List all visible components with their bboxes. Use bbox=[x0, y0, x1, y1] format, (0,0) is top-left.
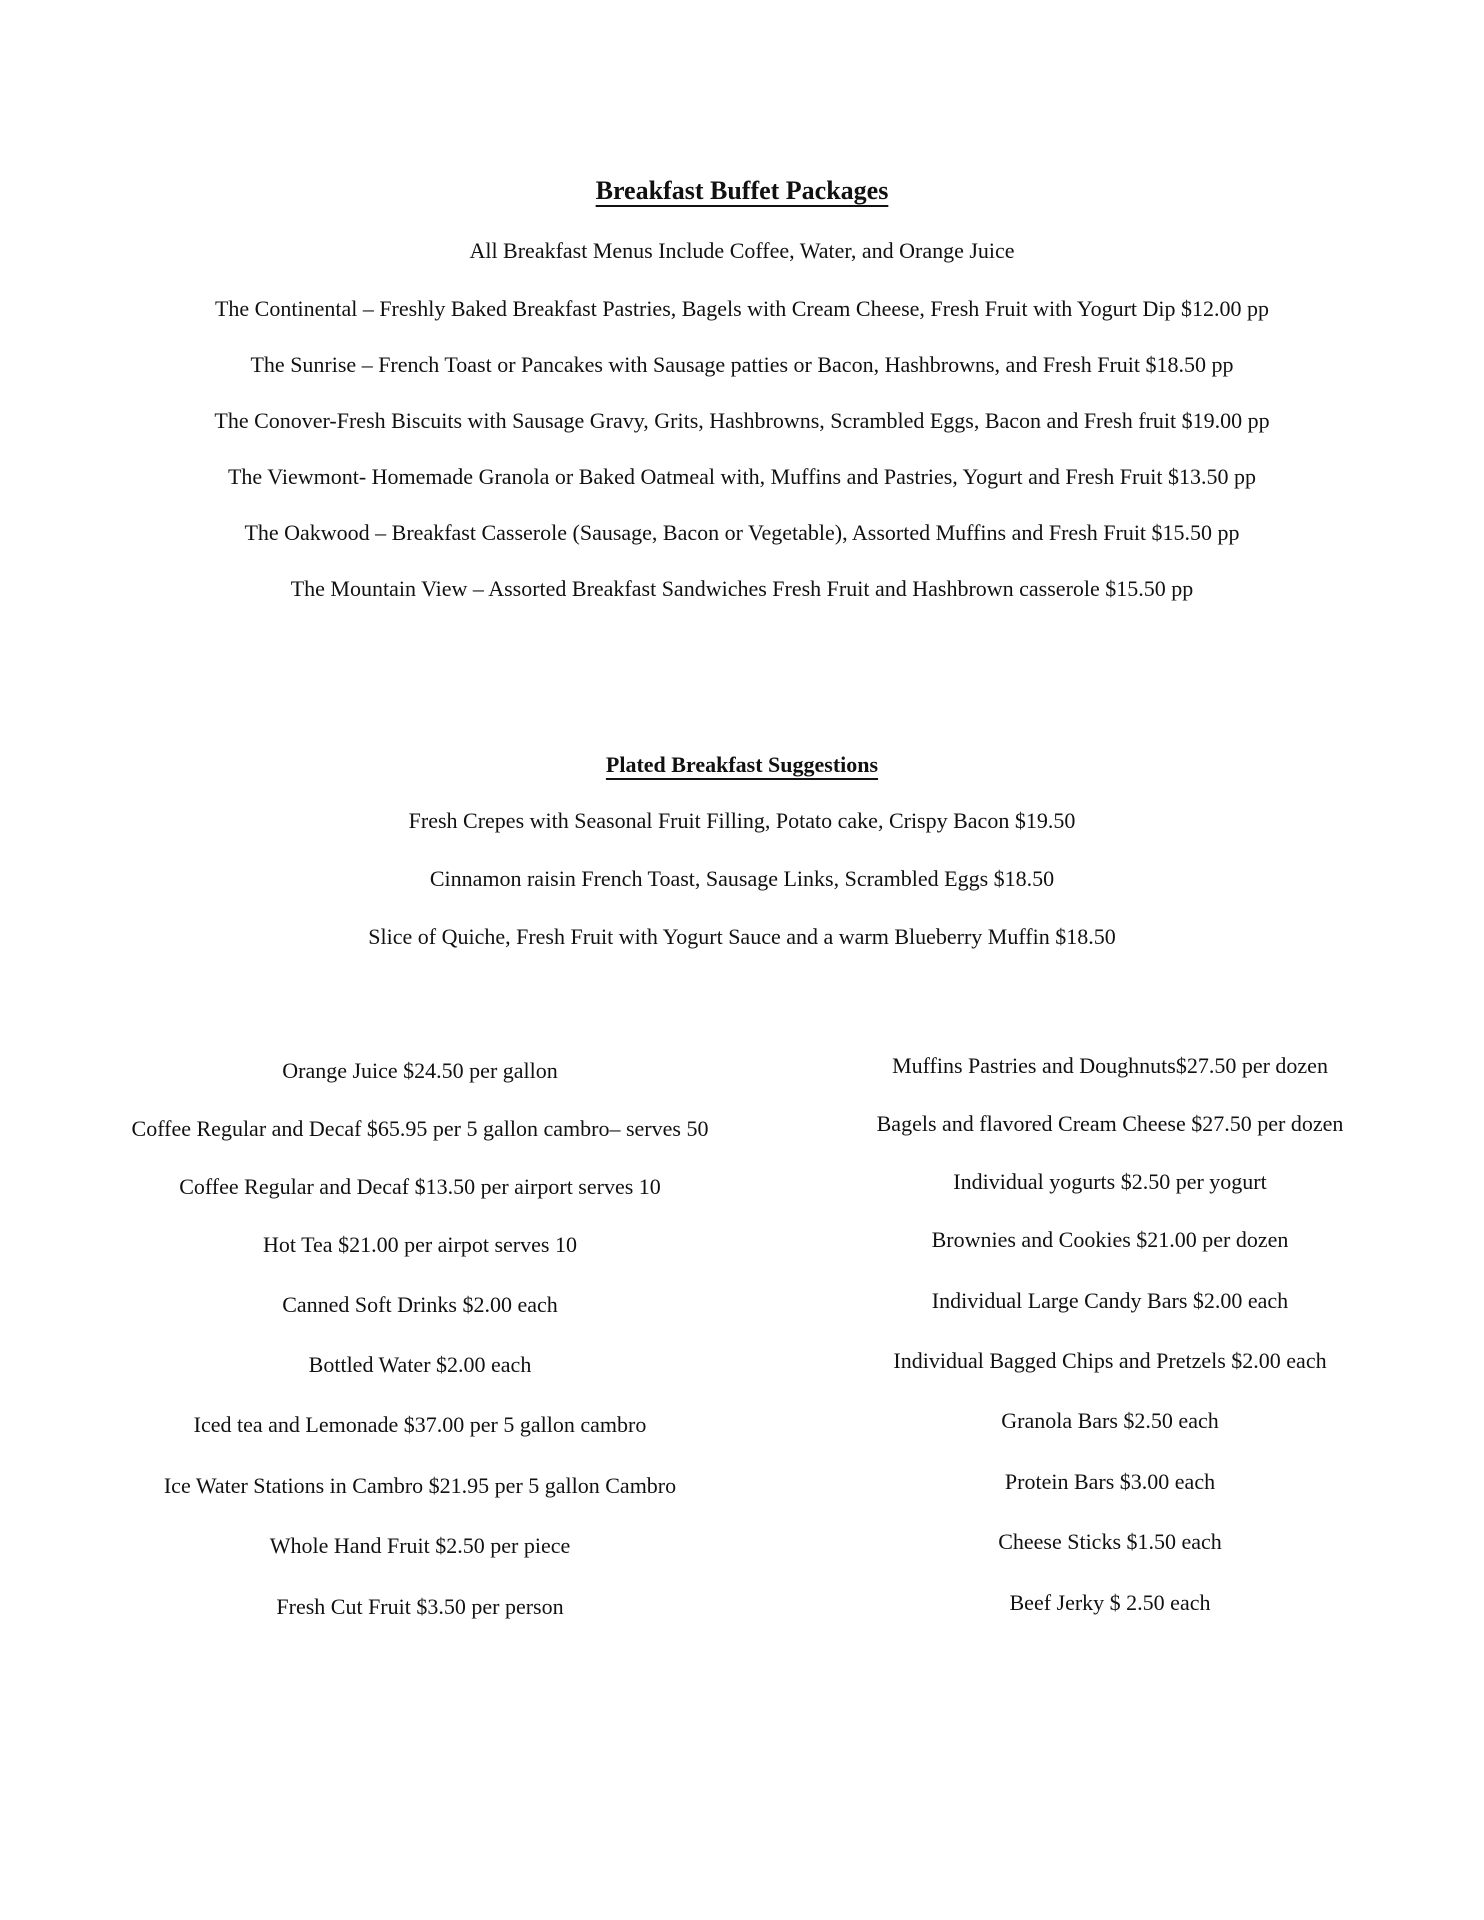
beverage-item: Whole Hand Fruit $2.50 per piece bbox=[269, 1533, 571, 1558]
beverage-item: Canned Soft Drinks $2.00 each bbox=[282, 1292, 558, 1317]
buffet-package: The Oakwood – Breakfast Casserole (Sausage, Bacon or Vegetable), Assorted Muffins and Fresh Fruit $15.50 pp bbox=[244, 520, 1240, 545]
plated-item: Fresh Crepes with Seasonal Fruit Filling, Potato cake, Crispy Bacon $19.50 bbox=[408, 808, 1076, 833]
snack-item: Brownies and Cookies $21.00 per dozen bbox=[931, 1227, 1289, 1252]
plated-item: Slice of Quiche, Fresh Fruit with Yogurt Sauce and a warm Blueberry Muffin $18.50 bbox=[368, 924, 1116, 949]
snack-item: Individual yogurts $2.50 per yogurt bbox=[953, 1169, 1267, 1194]
snack-item: Granola Bars $2.50 each bbox=[1001, 1408, 1219, 1433]
plated-item: Cinnamon raisin French Toast, Sausage Links, Scrambled Eggs $18.50 bbox=[429, 866, 1055, 891]
buffet-package: The Mountain View – Assorted Breakfast Sandwiches Fresh Fruit and Hashbrown casserole $15.50 pp bbox=[290, 576, 1194, 601]
beverage-item: Ice Water Stations in Cambro $21.95 per 5 gallon Cambro bbox=[163, 1473, 677, 1498]
snack-item: Bagels and flavored Cream Cheese $27.50 per dozen bbox=[876, 1111, 1344, 1136]
snack-item: Individual Large Candy Bars $2.00 each bbox=[931, 1288, 1289, 1313]
beverage-item: Fresh Cut Fruit $3.50 per person bbox=[276, 1594, 564, 1619]
beverage-item: Hot Tea $21.00 per airpot serves 10 bbox=[263, 1232, 577, 1257]
plated-title: Plated Breakfast Suggestions bbox=[605, 752, 879, 777]
buffet-package: The Viewmont- Homemade Granola or Baked Oatmeal with, Muffins and Pastries, Yogurt and Fresh Fruit $13.50 pp bbox=[227, 464, 1257, 489]
buffet-package: The Continental – Freshly Baked Breakfast Pastries, Bagels with Cream Cheese, Fresh Fruit with Yogurt Dip $12.00 pp bbox=[214, 296, 1270, 321]
buffet-subtitle: All Breakfast Menus Include Coffee, Water, and Orange Juice bbox=[469, 238, 1015, 263]
snack-item: Protein Bars $3.00 each bbox=[1004, 1469, 1216, 1494]
snack-item: Individual Bagged Chips and Pretzels $2.00 each bbox=[893, 1348, 1327, 1373]
beverage-item: Orange Juice $24.50 per gallon bbox=[282, 1058, 558, 1083]
snack-item: Beef Jerky $ 2.50 each bbox=[1009, 1590, 1211, 1615]
beverage-item: Coffee Regular and Decaf $65.95 per 5 gallon cambro– serves 50 bbox=[131, 1116, 709, 1141]
buffet-package: The Conover-Fresh Biscuits with Sausage Gravy, Grits, Hashbrowns, Scrambled Eggs, Bacon and Fresh fruit $19.00 pp bbox=[214, 408, 1270, 433]
beverage-item: Bottled Water $2.00 each bbox=[308, 1352, 532, 1377]
buffet-title: Breakfast Buffet Packages bbox=[595, 176, 889, 205]
beverage-item: Coffee Regular and Decaf $13.50 per airport serves 10 bbox=[179, 1174, 661, 1199]
beverage-item: Iced tea and Lemonade $37.00 per 5 gallon cambro bbox=[193, 1412, 647, 1437]
snack-item: Muffins Pastries and Doughnuts$27.50 per dozen bbox=[892, 1053, 1328, 1078]
snack-item: Cheese Sticks $1.50 each bbox=[998, 1529, 1222, 1554]
buffet-package: The Sunrise – French Toast or Pancakes with Sausage patties or Bacon, Hashbrowns, and Fresh Fruit $18.50 pp bbox=[250, 352, 1234, 377]
